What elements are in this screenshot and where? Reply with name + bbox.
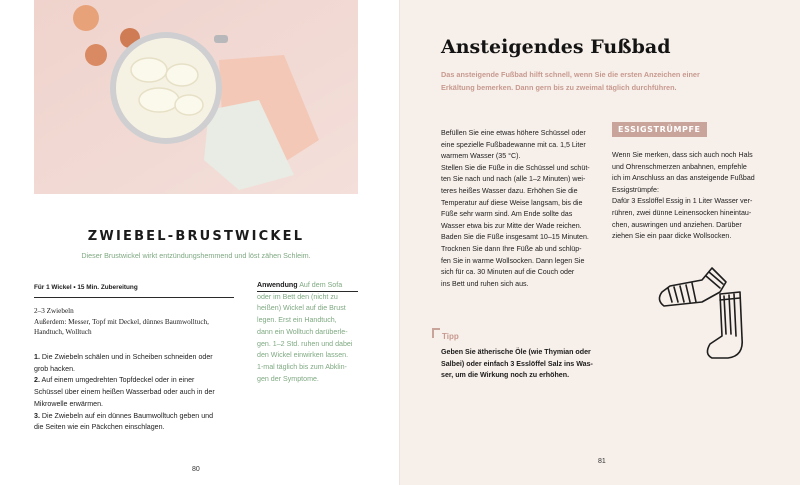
socks-icon xyxy=(650,262,755,367)
essig-line: rühren, zwei dünne Leinensocken hineintau- xyxy=(612,208,752,217)
right-page-title: Ansteigendes Fußbad xyxy=(441,36,671,58)
intro-line: Das ansteigende Fußbad hilft schnell, wenn Sie die ersten Anzeichen einer xyxy=(441,70,700,79)
application-text: gen der Symptome. xyxy=(257,374,319,383)
onion-bowl-photo xyxy=(34,0,358,194)
body-line: ins Bett und ruhen sich aus. xyxy=(441,279,529,288)
step-number: 2. xyxy=(34,376,40,385)
tipp-text xyxy=(441,347,601,382)
tipp-line: Salbei) oder einfach 3 Esslöffel Salz ins Was- xyxy=(441,359,593,368)
application-text: den Wickel einwirken lassen. xyxy=(257,351,349,360)
right-page-intro xyxy=(441,68,741,94)
steps-list xyxy=(34,352,234,434)
essig-line: chen, auswringen und anziehen. Darüber xyxy=(612,220,742,229)
essigstruempfe-label: ESSIGSTRÜMPFE xyxy=(612,122,707,137)
body-line: Füße sehr warm sind. Am Ende sollte das xyxy=(441,210,573,219)
left-page-title: ZWIEBEL-BRUSTWICKEL xyxy=(87,229,305,244)
body-line: Stellen Sie die Füße in die Schüssel und schüt- xyxy=(441,163,590,172)
application-text: legen. Erst ein Handtuch, xyxy=(257,316,337,325)
body-line: fen Sie in warme Wollsocken. Dann legen Sie xyxy=(441,256,585,265)
step-text: Die Zwiebeln schälen und in Scheiben schneiden oder xyxy=(41,353,213,361)
essig-line: und Ohrenschmerzen anbahnen, empfehle xyxy=(612,162,747,171)
onion-photo xyxy=(34,0,358,194)
body-line: warmem Wasser (35 °C). xyxy=(441,152,521,161)
body-line: teres heißes Wasser dazu. Erhöhen Sie die xyxy=(441,186,578,195)
essig-line: Wenn Sie merken, dass sich auch noch Hals xyxy=(612,151,753,159)
step-item xyxy=(34,411,234,423)
footbath-instructions xyxy=(441,128,601,290)
ingredient-line: 2–3 Zwiebeln xyxy=(34,307,74,315)
body-line: Befüllen Sie eine etwas höhere Schüssel oder xyxy=(441,129,586,137)
step-number: 3. xyxy=(34,411,40,420)
page-number: 81 xyxy=(598,458,606,465)
ingredients-list xyxy=(34,306,234,338)
intro-line: Erkältung bemerken. Dann gern bis zu zweimal täglich durchführen. xyxy=(441,83,677,92)
application-text: 1-mal täglich bis zum Abklin- xyxy=(257,362,347,371)
application-text: oder im Bett den (nicht zu xyxy=(257,292,338,301)
essigstruempfe-text xyxy=(612,150,772,243)
step-text: Die Zwiebeln auf ein dünnes Baumwolltuch geben und xyxy=(41,411,214,420)
step-text: grob hacken. xyxy=(34,364,76,373)
step-item xyxy=(34,352,234,364)
ingredient-line: Außerdem: Messer, Topf mit Deckel, dünnes Baumwolltuch, xyxy=(34,317,209,326)
application-text: heißen) Wickel auf die Brust xyxy=(257,304,346,313)
step-number: 1. xyxy=(34,353,40,361)
essig-line: Dafür 3 Esslöffel Essig in 1 Liter Wasser ver- xyxy=(612,197,753,206)
body-line: Wasser etwa bis zur Mitte der Wade reichen. xyxy=(441,221,582,230)
body-line: eine spezielle Fußbadewanne mit ca. 1,5 Liter xyxy=(441,140,586,149)
application-text: gen. 1–2 Std. ruhen und dabei xyxy=(257,339,353,348)
divider xyxy=(34,297,234,298)
essig-line: ich im Anschluss an das ansteigende Fußbad xyxy=(612,174,755,183)
body-line: Baden Sie die Füße insgesamt 10–15 Minuten. xyxy=(441,233,589,242)
tipp-label: Tipp xyxy=(442,332,459,341)
left-page-subtitle: Dieser Brustwickel wirkt entzündungshemmend und löst zähen Schleim. xyxy=(81,251,311,260)
ingredient-line: Handtuch, Wolltuch xyxy=(34,328,92,336)
essig-line: Essigstrümpfe: xyxy=(612,185,659,194)
application-text: Auf dem Sofa xyxy=(299,281,343,289)
body-line: Trocknen Sie dann Ihre Füße ab und schlüp- xyxy=(441,244,582,253)
step-text: die Seiten wie ein Päckchen einschlagen. xyxy=(34,423,165,432)
page-number: 80 xyxy=(192,466,200,473)
prep-info: Für 1 Wickel • 15 Min. Zubereitung xyxy=(34,284,138,291)
body-line: Temperatur auf diese Weise langsam, bis die xyxy=(441,198,583,207)
application-block xyxy=(257,280,357,385)
application-text: dann ein Wolltuch darüberle- xyxy=(257,327,348,336)
step-text: Schüssel über einem heißen Wasserbad oder auch in der xyxy=(34,388,215,397)
step-text: Auf einem umgedrehten Topfdeckel oder in einer xyxy=(41,376,195,385)
step-item xyxy=(34,375,234,387)
tipp-corner-icon xyxy=(432,328,440,338)
body-line: sich für ca. 30 Minuten auf die Couch oder xyxy=(441,268,575,277)
step-text: Mikrowelle erwärmen. xyxy=(34,399,103,408)
essig-line: ziehen Sie ein paar dicke Wollsocken. xyxy=(612,232,732,241)
tipp-line: Geben Sie ätherische Öle (wie Thymian oder xyxy=(441,348,591,356)
body-line: ten Sie nach und nach (alle 1–2 Minuten) wei- xyxy=(441,175,586,184)
tipp-line: ser, um die Wirkung noch zu erhöhen. xyxy=(441,371,570,380)
application-label: Anwendung xyxy=(257,281,298,289)
